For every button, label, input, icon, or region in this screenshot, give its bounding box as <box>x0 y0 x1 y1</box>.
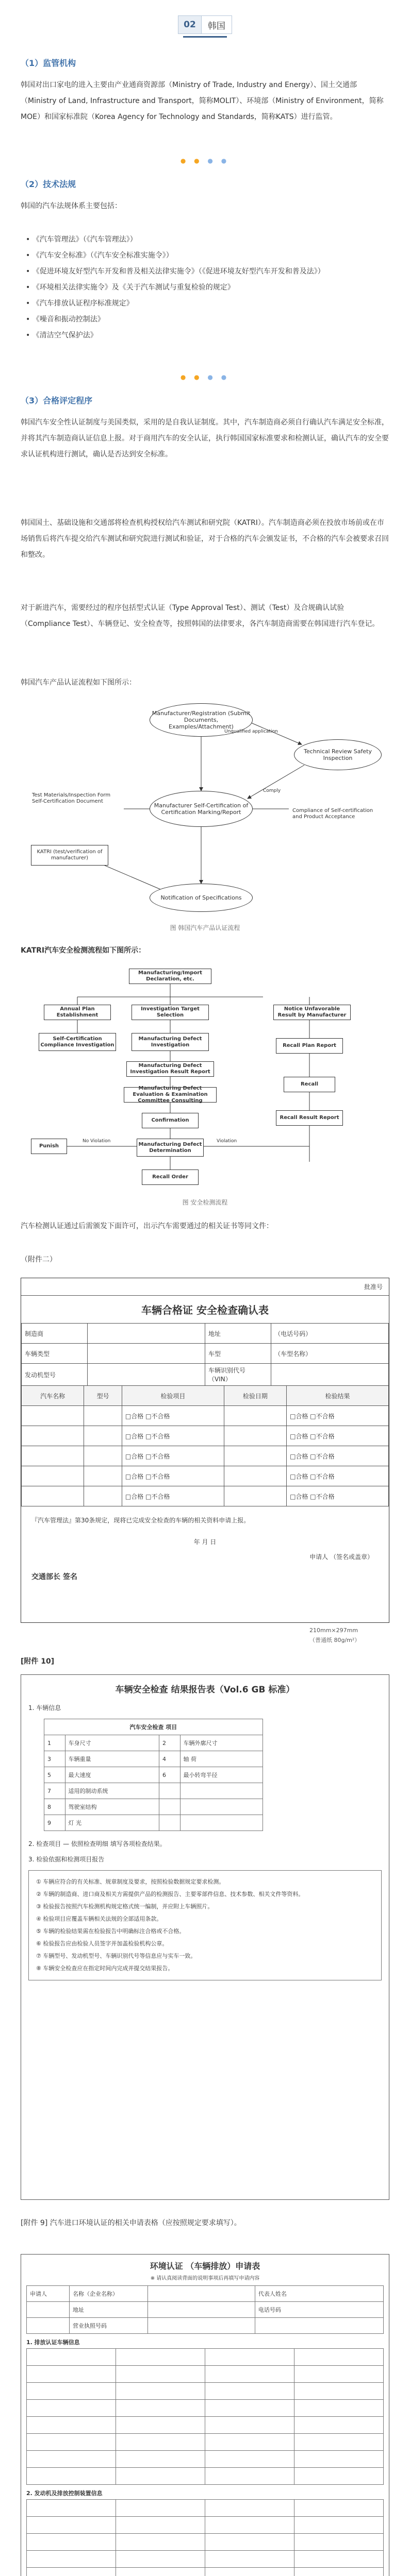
note-item: ② 车辆的制造商、进口商及相关方需提供产品的检测报告、主要零部件信息、技术参数、相关文件等资料。 <box>36 1891 304 1897</box>
list-item: • 《汽车管理法》（《汽车管理法》） <box>26 232 387 248</box>
tech-regs-list <box>26 232 387 344</box>
cell: 发动机型号 <box>22 1364 88 1386</box>
table-row: 申请人 名称（企业名称） 代表人姓名 <box>27 2286 384 2302</box>
check-options[interactable]: □合格 □不合格 <box>287 1466 389 1486</box>
flow-confirmation: Confirmation <box>142 1113 199 1128</box>
cell: 车辆类型 <box>22 1344 88 1364</box>
node-technical-review: Technical Review Safety Inspection <box>294 739 382 770</box>
col-header: 检验日期 <box>224 1386 286 1406</box>
note-item: ③ 检验报告按照汽车检测机构规定格式统一编制，并应附上车辆照片。 <box>36 1903 214 1910</box>
list-item: • 《噪音和振动控制法》 <box>26 312 387 328</box>
katri-flowchart <box>21 966 389 1193</box>
form-title: 车辆合格证 安全检查确认表 <box>141 1304 269 1316</box>
flow-defect-investigation: Manufacturing Defect Investigation <box>132 1033 209 1051</box>
section-underline <box>183 36 227 38</box>
cell: 地址 <box>205 1324 271 1344</box>
flow-annual-plan: Annual Plan Establishment <box>44 1005 111 1020</box>
flow-manufacturing-import: Manufacturing/Import Declaration, etc. <box>129 969 211 984</box>
arrow-label-unqualified: Unqualified application <box>224 729 278 734</box>
list-item: • 《清洁空气保护法》 <box>26 328 387 344</box>
check-options[interactable]: □合格 □不合格 <box>122 1446 224 1466</box>
form3-vehicle-head: 1. 排放认证车辆信息 <box>26 2339 80 2346</box>
para-conformity-4: 韩国汽车产品认证流程如下图所示： <box>21 679 136 687</box>
heading-tech-regs: （2）技术法规 <box>21 179 76 189</box>
check-options[interactable]: □合格 □不合格 <box>122 1426 224 1446</box>
label-no-violation: No Violation <box>83 1139 111 1144</box>
section-header <box>0 15 410 34</box>
list-item: • 《汽车安全标准》（《汽车安全标准实施令》） <box>26 248 387 264</box>
form-approval-number: 批准号 <box>364 1283 383 1291</box>
form-paper: （普通纸 80g/m²） <box>309 1637 360 1643</box>
table-row: 5 最大速度 6 最小转弯半径 <box>44 1767 263 1783</box>
cell[interactable] <box>271 1364 389 1386</box>
form-check-table <box>21 1385 389 1506</box>
node-self-certification: Manufacturer Self-Certification of Certification Marking/Report <box>150 791 253 827</box>
cell[interactable]: （电话号码） <box>271 1324 389 1344</box>
table-row: 1 车身尺寸 2 车辆外廓尺寸 <box>44 1735 263 1751</box>
form-emission-application <box>21 2254 389 2576</box>
table-row: 3 车辆重量 4 轴 荷 <box>44 1751 263 1767</box>
col-header: 型号 <box>84 1386 122 1406</box>
cell: 车辆识别代号 （VIN） <box>205 1364 271 1386</box>
note-item: ⑤ 车辆的检验结果需在检验报告中明确标注合格或不合格。 <box>36 1928 185 1935</box>
cell[interactable] <box>88 1324 205 1344</box>
cell[interactable]: （车型名称） <box>271 1344 389 1364</box>
form2-item: 1. 车辆信息 <box>28 1704 61 1711</box>
node-manufacturer-registration: Manufacturer/Registration (Submit Documents, Examples/Attachment) <box>150 703 253 737</box>
flow-recall: Recall <box>284 1077 335 1092</box>
para-tech-intro: 韩国的汽车法规体系主要包括： <box>21 202 122 210</box>
form2-label: [附件 10] <box>21 1657 55 1666</box>
table-row: 9 灯 光 <box>44 1815 263 1831</box>
cell[interactable] <box>88 1344 205 1364</box>
para-flow-intro: KATRI汽车安全检测流程如下图所示： <box>21 946 146 955</box>
form-note: 『汽车管理法』第30条规定，现将已完成安全检查的车辆的相关资料申请上报。 <box>31 1517 250 1524</box>
flow-recall-plan: Recall Plan Report <box>276 1038 343 1054</box>
form2-item: 2. 检查项目 — 依照检查明细 填写各项检查结果。 <box>28 1840 166 1848</box>
table-header: 汽车安全检查 项目 <box>44 1719 263 1735</box>
note-test-materials: Test Materials/Inspection Form Self-Certification Document <box>31 781 121 817</box>
note-item: ⑧ 车辆安全检查应在指定时间内完成并提交结果报告。 <box>36 1965 174 1972</box>
form3-engine-table <box>26 2499 384 2576</box>
form-certificate <box>21 1278 389 1623</box>
form2-item: 3. 检验依据和检测项目报告 <box>28 1856 105 1863</box>
table-row: 8 驾驶室结构 <box>44 1799 263 1815</box>
form-label: （附件二） <box>21 1256 57 1264</box>
check-options[interactable]: □合格 □不合格 <box>287 1446 389 1466</box>
flow-notice-result: Notice Unfavorable Result by Manufacturer <box>273 1005 351 1020</box>
flow-committee: Manufacturing Defect Evaluation & Examination Committee Consulting <box>124 1087 217 1103</box>
cell[interactable] <box>88 1364 205 1386</box>
heading-conformity: （3）合格评定程序 <box>21 396 93 405</box>
certification-diagram <box>21 698 389 920</box>
list-item: • 《环境相关法律实施令》及《关于汽车测试与重复检验的规定》 <box>26 280 387 296</box>
col-header: 检验结果 <box>287 1386 389 1406</box>
check-options[interactable]: □合格 □不合格 <box>287 1486 389 1506</box>
cell: 制造商 <box>22 1324 88 1344</box>
divider-dots: ● ● ● ● <box>180 374 230 381</box>
table-row: 营业执照号码 <box>27 2318 384 2334</box>
section-box <box>178 15 232 34</box>
check-options[interactable]: □合格 □不合格 <box>287 1406 389 1426</box>
para-conformity-1: 韩国汽车安全性认证制度与美国类似，采用的是自我认证制度。其中，汽车制造商必须自行确认汽车满足安全标准，并将其汽车制造商认证信息上报。对于商用汽车的安全认证，执行韩国国家标准要求和检测认证，确认汽车的安全要求认证机构进行测试，确认是否达到安全标准。 <box>21 418 389 459</box>
flow-determination: Manufacturing Defect Determination <box>137 1139 204 1157</box>
form3-subtitle: ※ 请认真阅读背面的说明事项后再填写申请内容 <box>150 2276 260 2281</box>
form2-notes <box>28 1870 382 1980</box>
section-number: 02 <box>178 16 202 33</box>
flow-target-selection: Investigation Target Selection <box>132 1005 209 1020</box>
form-applicant: 申请人 （签名或盖章） <box>309 1553 373 1561</box>
form-info-table <box>21 1323 389 1386</box>
flow-recall-order: Recall Order <box>142 1170 199 1185</box>
note-item: ④ 检验项目应覆盖车辆相关法规的全部适用条款。 <box>36 1916 162 1922</box>
form3-engine-head: 2. 发动机及排放控制装置信息 <box>26 2490 103 2497</box>
note-item: ⑥ 检验报告应由检验人员签字并加盖检验机构公章。 <box>36 1940 168 1947</box>
form2-table <box>44 1719 263 1831</box>
caption-diagram: 图 韩国汽车产品认证流程 <box>170 924 240 931</box>
node-katri: KATRI (test/verification of manufacturer) <box>31 845 108 866</box>
form-recipient: 交通部长 签名 <box>31 1573 77 1581</box>
col-header: 汽车名称 <box>22 1386 84 1406</box>
note-compliance: Compliance of Self-certification and Product Acceptance <box>291 801 382 827</box>
table-row: 7 适用的制动系统 <box>44 1783 263 1799</box>
flow-punish: Punish <box>31 1139 67 1154</box>
flow-recall-result: Recall Result Report <box>276 1110 343 1126</box>
note-item: ⑦ 车辆型号、发动机型号、车辆识别代号等信息应与实车一致。 <box>36 1953 196 1959</box>
form3-vehicle-table <box>26 2348 384 2485</box>
heading-regulators: （1）监管机构 <box>21 58 76 68</box>
para-conformity-2: 韩国国土、基础设施和交通部将检查机构授权给汽车测试和研究院（KATRI）。汽车制造商必须在投放市场前或在市场销售后将汽车提交给汽车测试和研究院进行测试和验证，对于合格的汽车会颁发证书，不合格的汽车会被要求召回和整改。 <box>21 519 389 559</box>
list-item: • 《汽车排放认证程序标准规定》 <box>26 296 387 312</box>
cell: 车型 <box>205 1344 271 1364</box>
form3-applicant-table <box>26 2285 384 2334</box>
check-options[interactable]: □合格 □不合格 <box>122 1486 224 1506</box>
check-options[interactable]: □合格 □不合格 <box>287 1426 389 1446</box>
col-header: 检验项目 <box>122 1386 224 1406</box>
form-safety-report <box>21 1674 389 2200</box>
form3-title: 环境认证 （车辆排放）申请表 <box>150 2261 260 2271</box>
caption-flow: 图 安全检测流程 <box>182 1199 228 1206</box>
para-after-flow: 汽车检测认证通过后需颁发下面许可，出示汽车需要通过的相关证书等同文件： <box>21 1222 273 1230</box>
check-options[interactable]: □合格 □不合格 <box>122 1406 224 1426</box>
flow-self-cert-investigation: Self-Certification Compliance Investigation <box>39 1033 116 1051</box>
para-conformity-3: 对于新进汽车，需要经过的程序包括型式认证（Type Approval Test）、测试（Test）及合规确认试验（Compliance Test）、车辆登记、安全检查等，按照韩国的法律要求，各汽车制造商需要在韩国进行汽车登记。 <box>21 604 380 628</box>
list-item: • 《促进环境友好型汽车开发和普及相关法律实施令》（《促进环境友好型汽车开发和普及法》） <box>26 264 387 280</box>
divider-dots: ● ● ● ● <box>180 157 230 164</box>
flow-defect-report: Manufacturing Defect Investigation Result Report <box>126 1061 214 1077</box>
check-options[interactable]: □合格 □不合格 <box>122 1466 224 1486</box>
para-regulators: 韩国对出口家电的进入主要由产业通商资源部（Ministry of Trade, Industry and Energy）、国土交通部（Ministry of Land, Infrastructure and Transport，简称MOLIT）、环境部（Ministry of Environment，简称MOE）和国家标准院（Korea Agency for Technology and Standards，简称KATS）进行监管。 <box>21 81 384 121</box>
section-title: 韩国 <box>207 21 225 31</box>
arrow-label-comply: Comply <box>263 788 281 793</box>
form2-title: 车辆安全检查 结果报告表（Vol.6 GB 标准） <box>115 1685 295 1695</box>
form-size: 210mm×297mm <box>309 1627 358 1634</box>
node-notification: Notification of Specifications <box>150 884 253 912</box>
note-item: ① 车辆应符合的有关标准、规章制度及要求，按照检验数据规定要求检测。 <box>36 1878 225 1885</box>
label-violation: Violation <box>217 1139 237 1144</box>
form3-intro: [附件 9] 汽车进口环境认证的相关申请表格（应按照规定要求填写）。 <box>21 2219 241 2227</box>
table-row: 地址 电话号码 <box>27 2302 384 2318</box>
form-date: 年 月 日 <box>193 1538 217 1546</box>
